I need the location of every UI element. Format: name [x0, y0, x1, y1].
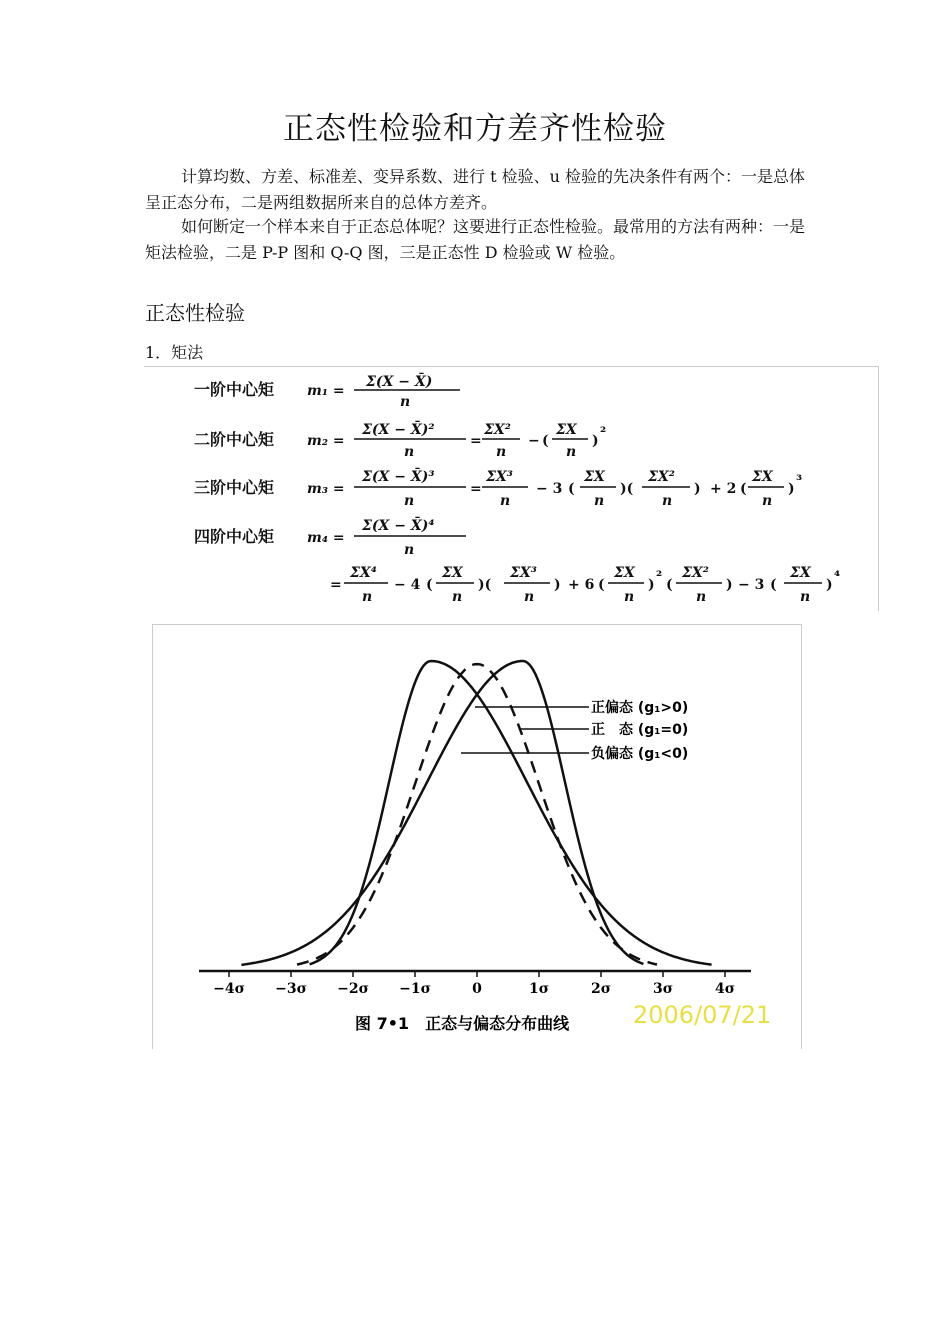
- m3-t2b-den: n: [662, 493, 673, 509]
- m4-t4-coef: − 3: [738, 577, 765, 593]
- m3-num: Σ(X − X̄)³: [362, 469, 435, 485]
- m3-label: 三阶中心矩: [194, 478, 275, 497]
- m3-t2a-num: ΣX: [584, 469, 605, 485]
- subsection-title: 1．矩法: [145, 343, 204, 362]
- svg-text:): ): [826, 577, 833, 593]
- intro-paragraph: [145, 164, 809, 216]
- svg-text:): ): [554, 577, 561, 593]
- m4-t3b-num: ΣX²: [682, 565, 709, 581]
- m4-t1-den: n: [362, 589, 373, 605]
- m4-t2a-den: n: [452, 589, 463, 605]
- m4-t4-num: ΣX: [790, 565, 811, 581]
- x-tick-label: 3σ: [652, 981, 674, 997]
- date-stamp: 2006/07/21: [633, 1001, 772, 1029]
- svg-text:): ): [592, 433, 599, 449]
- legend-normal: 正 态 (g₁=0): [591, 722, 689, 738]
- svg-text:): ): [726, 577, 733, 593]
- x-tick-label: −1σ: [399, 981, 431, 997]
- m2-num: Σ(X − X̄)²: [362, 422, 435, 438]
- svg-text:): ): [788, 481, 795, 497]
- svg-text:(: (: [426, 577, 433, 593]
- m1-den: n: [400, 394, 411, 410]
- m4-t2-coef: − 4: [394, 577, 421, 593]
- m4-t3-coef: + 6: [568, 577, 595, 593]
- m4-t2a-num: ΣX: [442, 565, 463, 581]
- m4-t2b-den: n: [524, 589, 535, 605]
- svg-text:(: (: [740, 481, 747, 497]
- x-tick-label: 0: [472, 981, 482, 997]
- svg-text:(: (: [770, 577, 777, 593]
- m4-lhs: m₄ =: [307, 530, 345, 546]
- m4-label: 四阶中心矩: [194, 527, 275, 546]
- m4-t3a-num: ΣX: [614, 565, 635, 581]
- m4-pow2: ²: [656, 569, 663, 585]
- m3-t1-num: ΣX³: [486, 469, 513, 485]
- x-tick-label: 1σ: [528, 981, 550, 997]
- m1-num: Σ(X − X̄): [366, 374, 433, 390]
- m4-t2b-num: ΣX³: [510, 565, 537, 581]
- svg-text:)(: )(: [478, 577, 492, 593]
- svg-text:(: (: [598, 577, 605, 593]
- m4-num: Σ(X − X̄)⁴: [362, 518, 435, 534]
- svg-text:): ): [648, 577, 655, 593]
- svg-text:)(: )(: [620, 481, 634, 497]
- svg-text:=: =: [470, 433, 482, 449]
- m4-t4-den: n: [800, 589, 811, 605]
- page-title: 正态性检验和方差齐性检验: [283, 111, 667, 147]
- m2-lhs: m₂ =: [307, 433, 345, 449]
- x-tick-label: −4σ: [213, 981, 245, 997]
- m2-label: 二阶中心矩: [194, 430, 275, 449]
- method-paragraph: [145, 214, 809, 266]
- m3-t2a-den: n: [594, 493, 605, 509]
- m2-rhs1-num: ΣX²: [484, 422, 511, 438]
- svg-text:(: (: [666, 577, 673, 593]
- m2-den: n: [404, 444, 415, 460]
- svg-text:=: =: [330, 577, 342, 593]
- m3-t3-den: n: [762, 493, 773, 509]
- x-tick-label: 4σ: [714, 981, 736, 997]
- legend-negative-skew: 负偏态 (g₁<0): [591, 746, 689, 762]
- m1-lhs: m₁ =: [307, 383, 345, 399]
- m2-rhs2-num: ΣX: [556, 422, 577, 438]
- x-tick-label: −2σ: [337, 981, 369, 997]
- m3-t2-coef: − 3: [536, 481, 563, 497]
- m3-t3-coef: + 2: [710, 481, 737, 497]
- m4-den: n: [404, 542, 415, 558]
- m2-rhs1-den: n: [496, 444, 507, 460]
- legend-positive-skew: 正偏态 (g₁>0): [591, 700, 689, 716]
- figure-caption: 图 7•1 正态与偏态分布曲线: [355, 1014, 570, 1033]
- intro-text: 计算均数、方差、标准差、变异系数、进行 t 检验、u 检验的先决条件有两个：一是总体呈正态分布，二是两组数据所来自的总体方差齐。: [145, 167, 805, 212]
- m4-t3a-den: n: [624, 589, 635, 605]
- m4-t3b-den: n: [696, 589, 707, 605]
- distribution-figure: [152, 624, 802, 1049]
- svg-text:): ): [694, 481, 701, 497]
- m1-label: 一阶中心矩: [194, 380, 275, 399]
- moment-formulas: [144, 366, 879, 611]
- m4-t1-num: ΣX⁴: [350, 565, 377, 581]
- m3-lhs: m₃ =: [307, 481, 345, 497]
- m3-den: n: [404, 493, 415, 509]
- m2-rhs2-den: n: [566, 444, 577, 460]
- distribution-curves-svg: [153, 625, 801, 1049]
- svg-text:(: (: [568, 481, 575, 497]
- m3-pow: ³: [796, 473, 803, 489]
- m3-t3-num: ΣX: [752, 469, 773, 485]
- m4-pow4: ⁴: [834, 569, 841, 585]
- m3-t1-den: n: [500, 493, 511, 509]
- svg-text:=: =: [470, 481, 482, 497]
- x-tick-label: 2σ: [590, 981, 612, 997]
- formula-svg: [144, 367, 878, 611]
- svg-text:(: (: [542, 433, 549, 449]
- method-text: 如何断定一个样本来自于正态总体呢？这要进行正态性检验。最常用的方法有两种：一是矩法检验，二是 P-P 图和 Q-Q 图，三是正态性 D 检验或 W 检验。: [145, 217, 806, 262]
- m2-minus: −: [528, 433, 540, 449]
- m3-t2b-num: ΣX²: [648, 469, 675, 485]
- m2-pow: ²: [600, 425, 607, 441]
- section-title: 正态性检验: [145, 301, 245, 325]
- x-tick-label: −3σ: [275, 981, 307, 997]
